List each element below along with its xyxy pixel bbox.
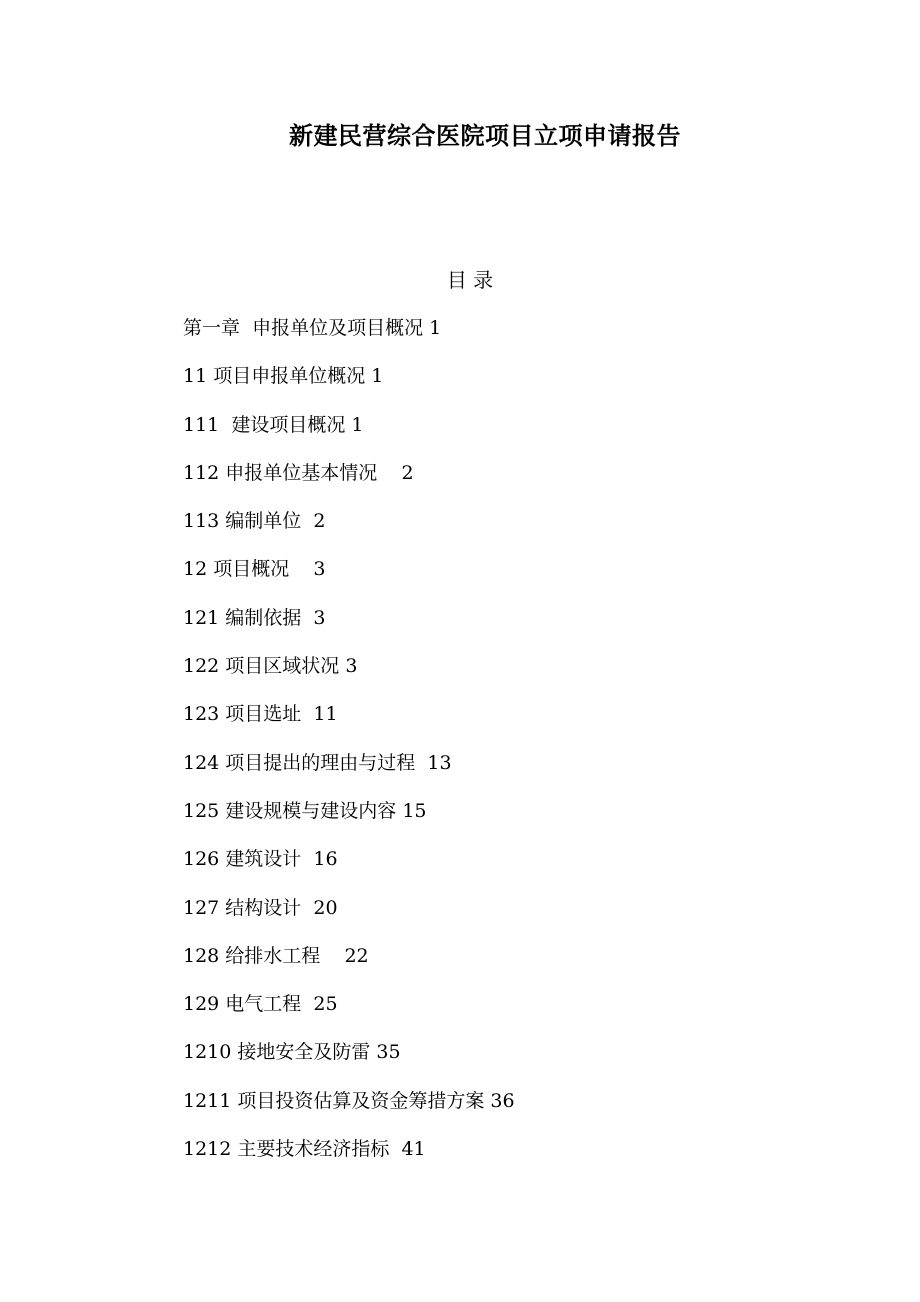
toc-entry: 128 给排水工程 22 [183, 944, 369, 967]
toc-entry: 124 项目提出的理由与过程 13 [183, 751, 452, 774]
toc-entry: 第一章 申报单位及项目概况 1 [183, 317, 442, 339]
toc-entry: 11 项目申报单位概况 1 [183, 365, 384, 388]
toc-heading: 目 录 [446, 268, 494, 292]
toc-entry: 126 建筑设计 16 [183, 848, 338, 871]
toc-entry: 1210 接地安全及防雷 35 [183, 1041, 401, 1064]
document-title: 新建民营综合医院项目立项申请报告 [289, 122, 681, 150]
toc-entry: 125 建设规模与建设内容 15 [183, 799, 427, 822]
table-of-contents [183, 312, 515, 1181]
toc-entry: 111 建设项目概况 1 [183, 413, 364, 436]
toc-entry: 12 项目概况 3 [183, 558, 326, 581]
toc-entry: 1212 主要技术经济指标 41 [183, 1138, 426, 1161]
toc-entry: 122 项目区域状况 3 [183, 655, 358, 678]
toc-entry: 112 申报单位基本情况 2 [183, 461, 414, 484]
toc-entry: 129 电气工程 25 [183, 993, 338, 1016]
toc-entry: 121 编制依据 3 [183, 606, 326, 629]
toc-entry: 113 编制单位 2 [183, 510, 326, 533]
toc-entry: 123 项目选址 11 [183, 703, 338, 726]
toc-entry: 1211 项目投资估算及资金筹措方案 36 [183, 1089, 515, 1112]
toc-entry: 127 结构设计 20 [183, 896, 338, 919]
